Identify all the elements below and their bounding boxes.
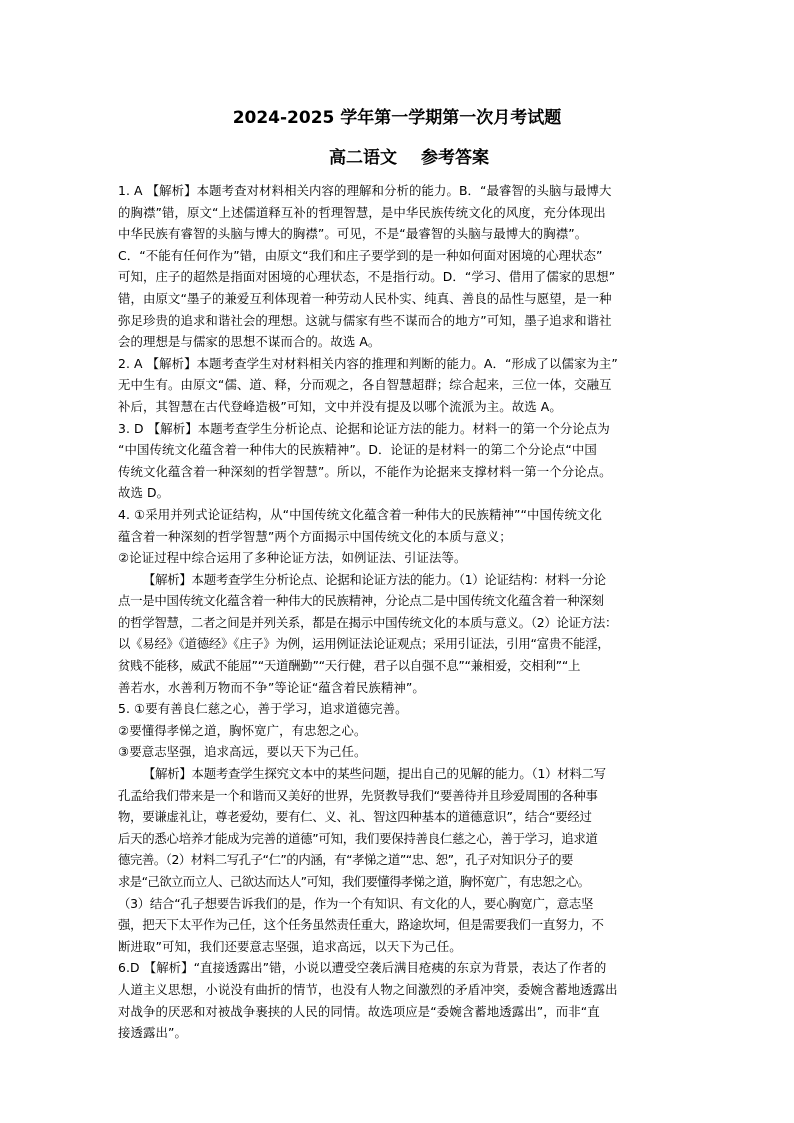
q1-line-4: C．“不能有任何作为”错，由原文“我们和庄子要学到的是一种如何面对困境的心理状态” <box>118 247 603 263</box>
q4-analysis-line-2: 点一是中国传统文化蕴含着一种伟大的民族精神，分论点二是中国传统文化蕴含着一种深刻 <box>118 593 604 609</box>
q5-analysis-line-4: 后天的悉心培养才能成为完善的道德”可知，我们要保持善良仁慈之心，善于学习，追求道 <box>118 830 598 846</box>
q4-analysis-line-5: 贫贱不能移，威武不能屈”“天道酬勤”“天行健，君子以自强不息”“兼相爱，交相利”“上 <box>118 658 581 674</box>
q3-line-4: 故选 D。 <box>118 485 170 501</box>
subtitle-subject: 高二语文 <box>329 148 397 168</box>
q6-line-4: 接透露出”。 <box>118 1025 187 1041</box>
q1-line-8: 会的理想是与儒家的思想不谋而合的。故选 A。 <box>118 334 381 350</box>
q1-line-7: 弥足珍贵的追求和谐社会的理想。这就与儒家有些不谋而合的地方”可知，墨子追求和谐社 <box>118 312 612 328</box>
q4-analysis-line-6: 善若水，水善利万物而不争”等论证“蕴含着民族精神”。 <box>118 679 425 695</box>
q5-analysis-line-8: 强，把天下太平作为己任，这个任务虽然责任重大，路途坎坷，但是需要我们一直努力，不 <box>118 917 604 933</box>
answer-body <box>118 180 682 1044</box>
q3-line-2: “中国传统文化蕴含着一种伟大的民族精神”。D．论证的是材料一的第二个分论点“中国 <box>118 442 597 458</box>
q5-analysis-line-6: 求是“己欲立而立人、己欲达而达人”可知，我们要懂得孝悌之道，胸怀宽广，有忠恕之心。 <box>118 874 590 889</box>
q2-line-1: 2. A 【解析】本题考查学生对材料相关内容的推理和判断的能力。A．“形成了以儒家为主” <box>118 355 618 371</box>
q4-analysis-line-4: 以《易经》《道德经》《庄子》为例，运用例证法论证观点；采用引证法，引用“富贵不能淫， <box>118 636 610 652</box>
q1-line-5: 可知，庄子的超然是指面对困境的心理状态，不是指行动。D．“学习、借用了儒家的思想” <box>118 269 616 285</box>
q5-analysis-line-5: 德完善。（2）材料二写孔子“仁”的内涵，有“孝悌之道”“忠、恕”，孔子对知识分子的要 <box>118 852 573 868</box>
q3-line-1: 3. D 【解析】本题考查学生分析论点、论据和论证方法的能力。材料一的第一个分论点为 <box>118 420 610 436</box>
q1-line-1: 1. A 【解析】本题考查对材料相关内容的理解和分析的能力。B．“最睿智的头脑与最博大 <box>118 183 612 198</box>
q5-line-2: ②要懂得孝悌之道，胸怀宽广，有忠恕之心。 <box>118 722 367 738</box>
q5-analysis-line-2: 孔孟给我们带来是一个和谐而又美好的世界，先贤教导我们“要善待并且珍爱周围的各种事 <box>118 787 598 803</box>
q1-line-6: 错，由原文“墨子的兼爱互利体现着一种劳动人民朴实、纯真、善良的品性与愿望，是一种 <box>118 290 612 306</box>
q4-analysis-line-3: 的哲学智慧，二者之间是并列关系，都是在揭示中国传统文化的本质与意义。（2）论证方法： <box>118 614 618 630</box>
q6-line-1: 6.D 【解析】“直接透露出”错，小说以遭受空袭后满目疮痍的东京为背景，表达了作者的 <box>118 960 607 976</box>
q2-line-3: 补后，其智慧在古代登峰造极”可知，文中并没有提及以哪个流派为主。故选 A。 <box>118 398 562 414</box>
q5-analysis-line-1: 【解析】本题考查学生探究文本中的某些问题，提出自己的见解的能力。（1）材料二写 <box>143 766 606 782</box>
q5-line-1: 5. ①要有善良仁慈之心，善于学习，追求道德完善。 <box>118 701 408 717</box>
q4-analysis-line-1: 【解析】本题考查学生分析论点、论据和论证方法的能力。（1）论证结构：材料一分论 <box>143 571 606 587</box>
q5-analysis-line-9: 断进取”可知，我们还要意志坚强，追求高远，以天下为己任。 <box>118 938 462 954</box>
subtitle-answer-label: 参考答案 <box>421 148 489 168</box>
q4-line-1: 4. ①采用并列式论证结构，从“中国传统文化蕴含着一种伟大的民族精神”“中国传统文化 <box>118 506 602 522</box>
page-subtitle <box>12 146 794 170</box>
q5-analysis-line-7: （3）结合“孔子想要告诉我们的是，作为一个有知识、有文化的人，要心胸宽广，意志坚 <box>118 895 594 911</box>
q6-line-2: 人道主义思想，小说没有曲折的情节，也没有人物之间激烈的矛盾冲突，委婉含蓄地透露出 <box>118 981 618 997</box>
page-title: 2024-2025 学年第一学期第一次月考试题 <box>232 108 562 128</box>
q5-line-3: ③要意志坚强，追求高远，要以天下为己任。 <box>118 744 367 760</box>
q6-line-3: 对战争的厌恶和对被战争裹挟的人民的同情。故选项应是“委婉含蓄地透露出”，而非“直 <box>118 1003 600 1019</box>
q4-line-2: 蕴含着一种深刻的哲学智慧”两个方面揭示中国传统文化的本质与意义； <box>118 528 512 544</box>
q5-analysis-line-3: 物，要谦虚礼让，尊老爱幼，要有仁、义、礼、智这四种基本的道德意识”，结合“要经过 <box>118 809 592 825</box>
q1-line-2: 的胸襟”错，原文“上述儒道释互补的哲理智慧，是中华民族传统文化的风度，充分体现出 <box>118 204 606 220</box>
q4-line-3: ②论证过程中综合运用了多种论证方法，如例证法、引证法等。 <box>118 550 467 566</box>
q3-line-3: 传统文化蕴含着一种深刻的哲学智慧”。所以，不能作为论据来支撑材料一第一个分论点。 <box>118 463 612 479</box>
q1-line-3: 中华民族有睿智的头脑与博大的胸襟”。可见，不是“最睿智的头脑与最博大的胸襟”。 <box>118 226 588 242</box>
q2-line-2: 无中生有。由原文“儒、道、释，分而观之，各自智慧超群；综合起来，三位一体，交融互 <box>118 377 612 393</box>
